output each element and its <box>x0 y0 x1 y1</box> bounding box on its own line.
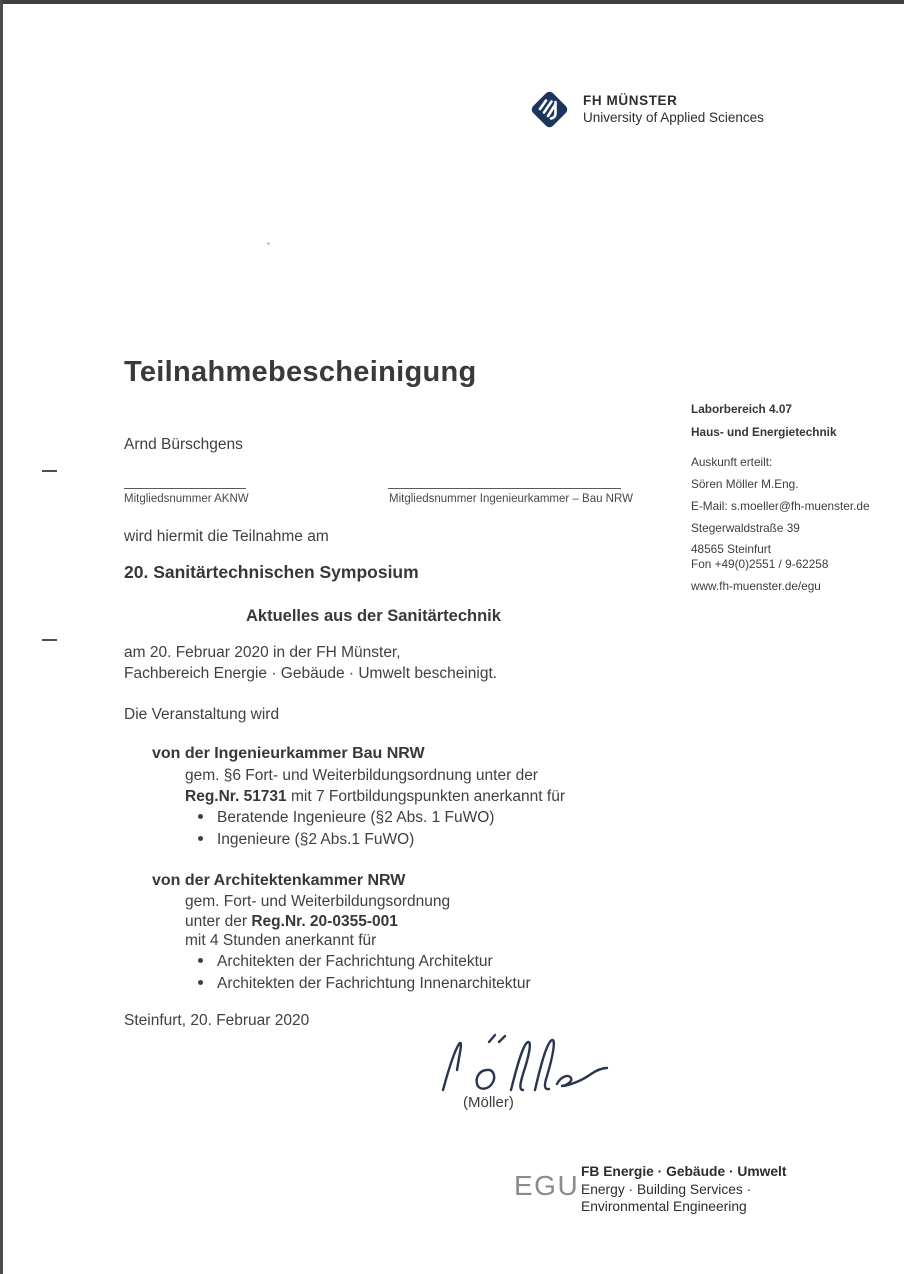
sidebar-website: www.fh-muenster.de/egu <box>691 579 821 593</box>
signature-ink <box>433 1032 613 1100</box>
archkammer-line2 <box>185 913 398 931</box>
footer-line2: Energy · Building Services · <box>581 1181 752 1197</box>
archkammer-line3: mit 4 Stunden anerkannt für <box>185 932 377 949</box>
ingkammer-regnr-rest: mit 7 Fortbildungspunkten anerkannt für <box>286 788 565 805</box>
bullet-dot <box>198 958 203 963</box>
intro-line: wird hiermit die Teilnahme am <box>124 528 329 545</box>
membership-ingkammer-line <box>388 488 621 489</box>
ingkammer-heading: von der Ingenieurkammer Bau NRW <box>152 745 425 762</box>
page-title: Teilnahmebescheinigung <box>124 356 477 388</box>
scan-edge-top <box>0 0 904 4</box>
sidebar-email: E-Mail: s.moeller@fh-muenster.de <box>691 499 870 513</box>
footer-line1: FB Energie · Gebäude · Umwelt <box>581 1164 787 1179</box>
archkammer-bullet-1-text: Architekten der Fachrichtung Architektur <box>217 953 493 970</box>
fold-mark-lower <box>42 639 57 641</box>
fold-mark-upper <box>42 470 57 472</box>
membership-ingkammer-label: Mitgliedsnummer Ingenieurkammer – Bau NRW <box>389 493 633 505</box>
bullet-dot <box>198 836 203 841</box>
sidebar-contact-intro: Auskunft erteilt: <box>691 455 773 469</box>
logo-line1: FH MÜNSTER <box>583 93 678 108</box>
recipient-name: Arnd Bürschgens <box>124 436 243 453</box>
footer-line3: Environmental Engineering <box>581 1199 747 1214</box>
membership-aknw-line <box>124 488 246 489</box>
recognition-intro: Die Veranstaltung wird <box>124 706 280 723</box>
sidebar-dept: Haus- und Energietechnik <box>691 425 837 439</box>
bullet-dot <box>198 980 203 985</box>
sidebar-street: Stegerwaldstraße 39 <box>691 521 800 535</box>
event-date-line2: Fachbereich Energie · Gebäude · Umwelt bescheinigt. <box>124 665 498 682</box>
signature-printed-name: (Möller) <box>463 1094 514 1111</box>
archkammer-bullet-2-text: Architekten der Fachrichtung Innenarchitektur <box>217 975 531 992</box>
bullet-dot <box>198 814 203 819</box>
archkammer-bullet-1 <box>198 953 493 971</box>
ingkammer-bullet-2-text: Ingenieure (§2 Abs.1 FuWO) <box>217 831 415 848</box>
egu-logo: EGU <box>514 1170 580 1201</box>
archkammer-regnr: Reg.Nr. 20-0355-001 <box>251 913 398 930</box>
archkammer-regnr-pre: unter der <box>185 913 252 930</box>
archkammer-bullet-2 <box>198 975 531 993</box>
logo-wordmark <box>583 92 764 126</box>
scan-speck <box>267 242 270 245</box>
footer-department <box>581 1163 786 1216</box>
event-date-line1: am 20. Februar 2020 in der FH Münster, <box>124 644 401 661</box>
sidebar-lab: Laborbereich 4.07 <box>691 402 792 416</box>
scan-edge-left <box>0 0 3 1274</box>
membership-aknw-label: Mitgliedsnummer AKNW <box>124 493 249 505</box>
archkammer-heading: von der Architektenkammer NRW <box>152 872 406 889</box>
ingkammer-line2 <box>185 788 565 806</box>
sidebar-contact-name: Sören Möller M.Eng. <box>691 477 799 491</box>
ingkammer-line1: gem. §6 Fort- und Weiterbildungsordnung unter der <box>185 767 538 784</box>
sidebar-city: 48565 Steinfurt <box>691 542 772 556</box>
fh-muenster-diamond-icon <box>527 87 572 132</box>
ingkammer-bullet-2 <box>198 831 414 849</box>
sidebar-phone: Fon +49(0)2551 / 9-62258 <box>691 557 829 571</box>
place-date-line: Steinfurt, 20. Februar 2020 <box>124 1012 310 1029</box>
ingkammer-bullet-1-text: Beratende Ingenieure (§2 Abs. 1 FuWO) <box>217 809 495 826</box>
archkammer-line1: gem. Fort- und Weiterbildungsordnung <box>185 893 451 910</box>
event-subtitle: Aktuelles aus der Sanitärtechnik <box>246 607 501 625</box>
event-title: 20. Sanitärtechnischen Symposium <box>124 562 419 582</box>
ingkammer-bullet-1 <box>198 809 494 827</box>
logo-line2: University of Applied Sciences <box>583 110 764 125</box>
fh-muenster-logo <box>527 87 572 132</box>
ingkammer-regnr: Reg.Nr. 51731 <box>185 788 287 805</box>
